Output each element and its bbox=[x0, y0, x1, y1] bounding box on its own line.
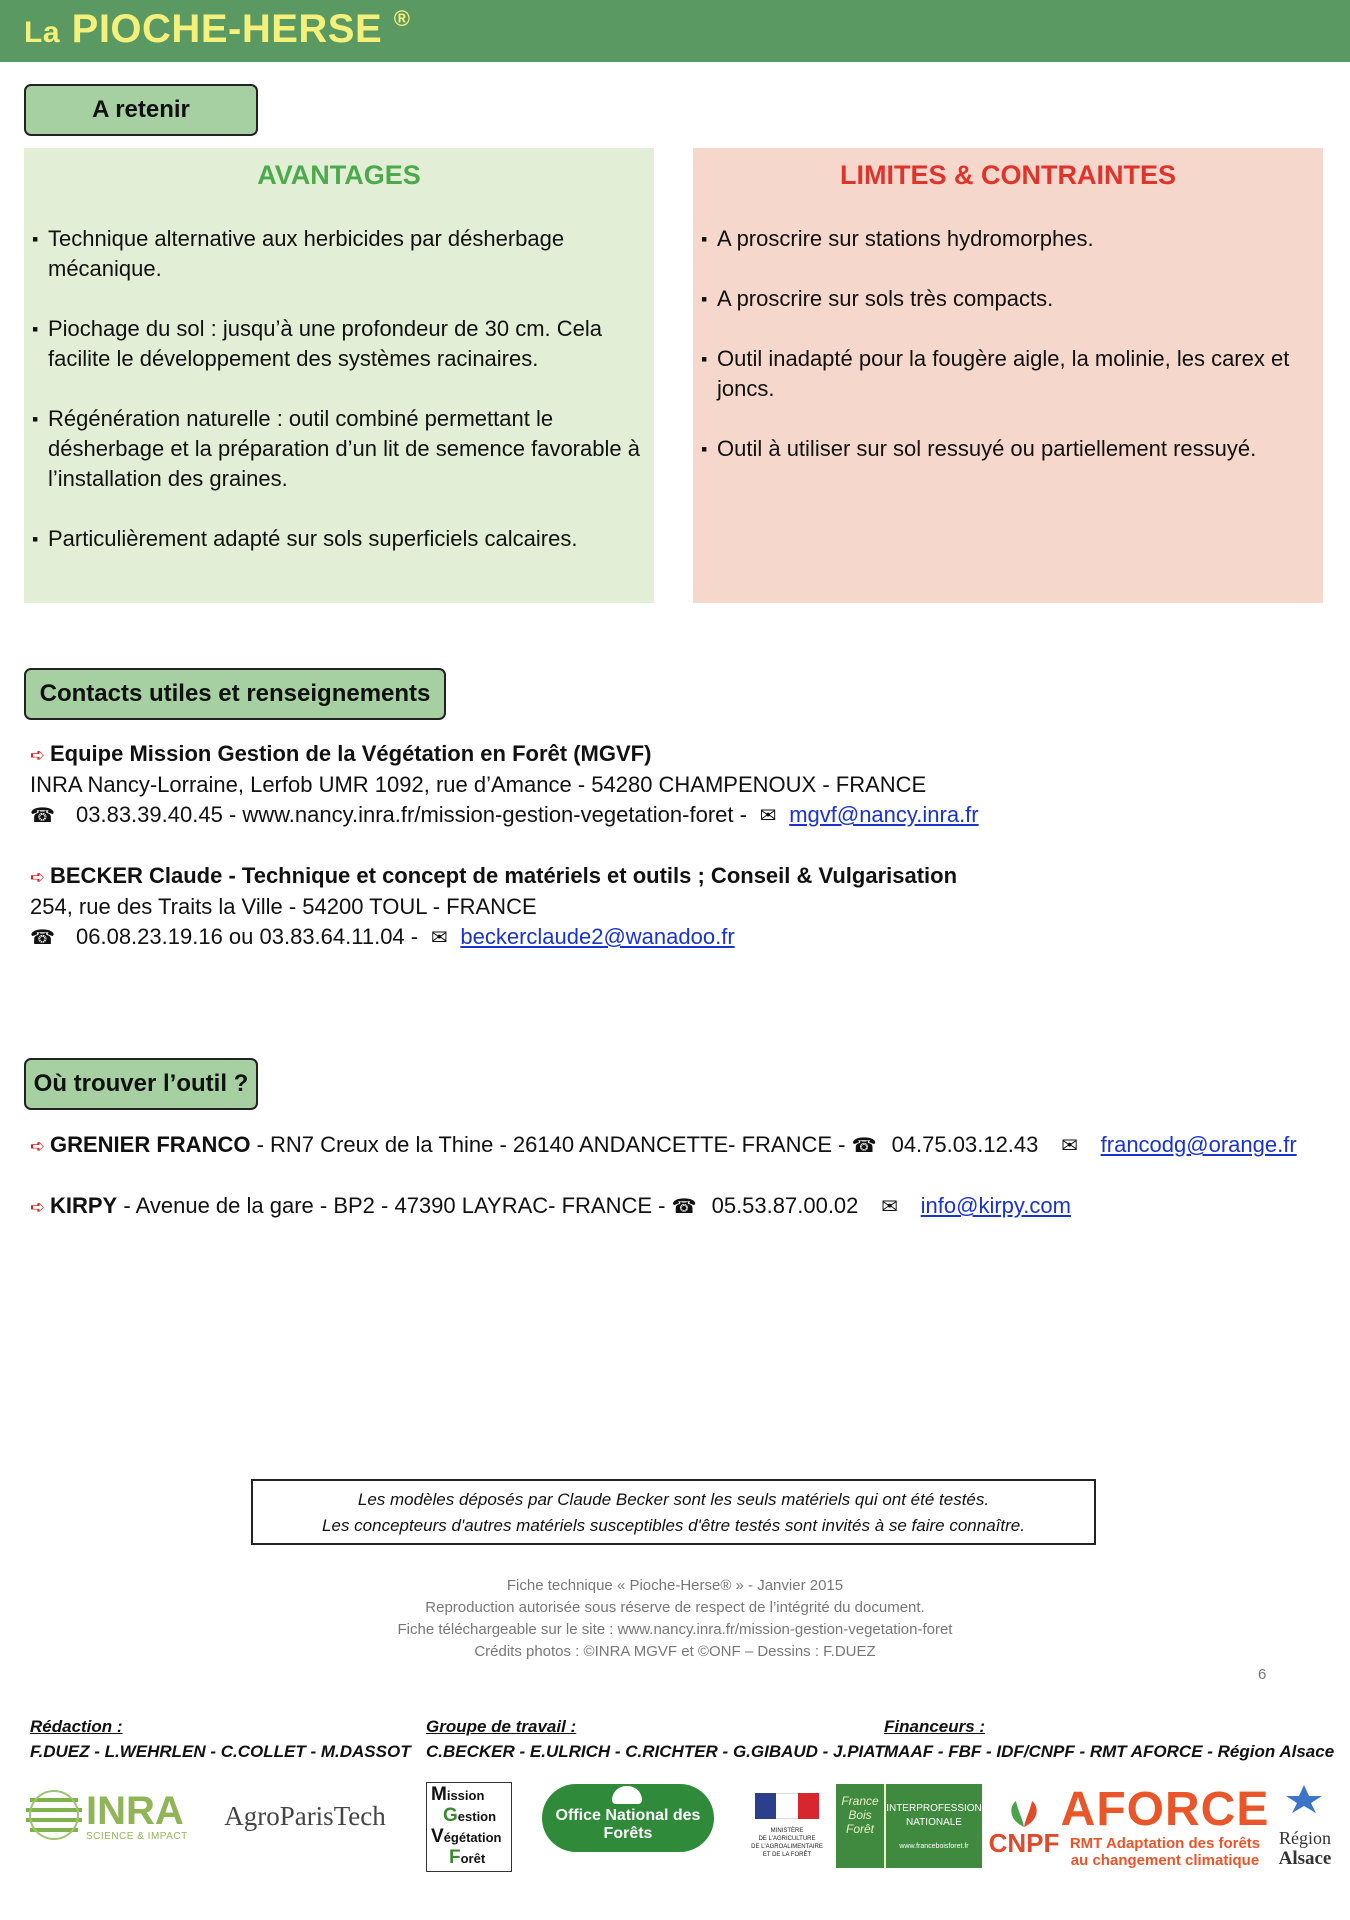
footer-line: Crédits photos : ©INRA MGVF et ©ONF – Dessins : F.DUEZ bbox=[474, 1643, 876, 1660]
mgvf-word: égétation bbox=[443, 1830, 502, 1845]
mail-icon: ✉ bbox=[1061, 1135, 1078, 1157]
supplier-kirpy bbox=[30, 1191, 1071, 1222]
list-item: ▪ Particulièrement adapté sur sols superficiels calcaires. bbox=[32, 524, 640, 554]
fbf-line: INTERPROFESSION bbox=[886, 1803, 982, 1814]
mail-icon: ✉ bbox=[759, 805, 777, 827]
mail-icon: ✉ bbox=[881, 1196, 898, 1218]
footer-note bbox=[0, 1575, 1350, 1663]
title-main: PIOCHE-HERSE bbox=[71, 7, 383, 51]
mgvf-word: estion bbox=[457, 1809, 497, 1824]
arrow-icon: ➪ bbox=[30, 1197, 46, 1217]
section-tag-ou-trouver: Où trouver l’outil ? bbox=[24, 1058, 258, 1110]
mgvf-word: orêt bbox=[460, 1851, 486, 1866]
supplier-address: - Avenue de la gare - BP2 - 47390 LAYRAC- FRANCE - bbox=[117, 1193, 672, 1218]
aforce-line: au changement climatique bbox=[1070, 1852, 1260, 1869]
aforce-name: AFORCE bbox=[1060, 1783, 1270, 1836]
credits-names: C.BECKER - E.ULRICH - C.RICHTER - G.GIBAUD - J.PIAT bbox=[426, 1742, 885, 1761]
agroparistech-name: AgroParisTech bbox=[224, 1800, 386, 1831]
notice-box bbox=[251, 1479, 1096, 1545]
alsace-line: Région bbox=[1279, 1828, 1331, 1848]
title-prefix: La bbox=[24, 16, 61, 49]
agroparistech-logo bbox=[218, 1796, 392, 1836]
mgvf-word: ission bbox=[446, 1788, 485, 1803]
registered-mark: ® bbox=[393, 6, 411, 31]
notice-line: Les concepteurs d'autres matériels susceptibles d'être testés sont invités à se faire connaître. bbox=[322, 1516, 1025, 1535]
arrow-icon: ➪ bbox=[30, 867, 46, 887]
email-link-grenier[interactable]: francodg@orange.fr bbox=[1100, 1132, 1297, 1157]
footer-line: Reproduction autorisée sous réserve de respect de l’intégrité du document. bbox=[425, 1599, 925, 1616]
fbf-name: France Bois Forêt bbox=[841, 1794, 879, 1836]
list-item: ▪ Technique alternative aux herbicides par désherbage mécanique. bbox=[32, 224, 640, 284]
supplier-phone: 05.53.87.00.02 bbox=[711, 1193, 859, 1218]
section-tag-contacts: Contacts utiles et renseignements bbox=[24, 668, 446, 720]
ministere-line: DE L'AGROALIMENTAIRE bbox=[751, 1844, 823, 1850]
ministere-line: ET DE LA FORÊT bbox=[762, 1852, 812, 1858]
mgvf-logo: Mission Gestion Végétation Forêt bbox=[426, 1782, 512, 1872]
inra-logo bbox=[24, 1782, 189, 1850]
fbf-line: NATIONALE bbox=[906, 1817, 962, 1828]
region-alsace-logo bbox=[1268, 1784, 1342, 1870]
inra-name: INRA bbox=[86, 1788, 184, 1833]
cnpf-name: CNPF bbox=[988, 1828, 1060, 1858]
ministere-logo bbox=[742, 1782, 832, 1870]
notice-line: Les modèles déposés par Claude Becker sont les seuls matériels qui ont été testés. bbox=[357, 1490, 990, 1509]
contact-name: BECKER Claude bbox=[50, 863, 223, 888]
email-link-becker[interactable]: beckerclaude2@wanadoo.fr bbox=[460, 924, 735, 949]
limites-box bbox=[693, 148, 1323, 603]
fbf-logo bbox=[836, 1784, 982, 1868]
arrow-icon: ➪ bbox=[30, 1136, 46, 1156]
phone-icon: ☎ bbox=[30, 805, 55, 827]
cnpf-logo bbox=[990, 1788, 1058, 1866]
email-link-mgvf[interactable]: mgvf@nancy.inra.fr bbox=[789, 802, 979, 827]
phone-icon: ☎ bbox=[30, 927, 55, 949]
mail-icon: ✉ bbox=[430, 927, 448, 949]
supplier-address: - RN7 Creux de la Thine - 26140 ANDANCETTE- FRANCE - bbox=[250, 1132, 852, 1157]
contact-role: - Technique et concept de matériels et outils ; Conseil & Vulgarisation bbox=[222, 863, 958, 888]
ministere-line: DE L'AGRICULTURE bbox=[758, 1836, 816, 1842]
credits-groupe bbox=[426, 1714, 885, 1764]
supplier-name: GRENIER FRANCO bbox=[50, 1132, 251, 1157]
contact-address: 254, rue des Traits la Ville - 54200 TOUL - FRANCE bbox=[30, 894, 537, 919]
supplier-grenier bbox=[30, 1130, 1297, 1161]
cnpf-leaf-icon bbox=[1002, 1797, 1046, 1829]
avantages-title: AVANTAGES bbox=[257, 160, 421, 190]
email-link-kirpy[interactable]: info@kirpy.com bbox=[920, 1193, 1071, 1218]
ministere-line: MINISTÈRE bbox=[770, 1828, 804, 1834]
list-item: ▪ A proscrire sur stations hydromorphes. bbox=[701, 224, 1309, 254]
contact-mgvf bbox=[30, 739, 979, 831]
list-item: ▪ Régénération naturelle : outil combiné permettant le désherbage et la préparation d’un lit de semence favorable à l’installation des graines. bbox=[32, 404, 640, 494]
inra-emblem-icon bbox=[24, 1786, 84, 1846]
list-item: ▪ A proscrire sur sols très compacts. bbox=[701, 284, 1309, 314]
alsace-line: Alsace bbox=[1278, 1848, 1332, 1869]
avantages-box bbox=[24, 148, 654, 603]
onf-name: Office National des Forêts bbox=[555, 1807, 701, 1842]
aforce-logo bbox=[1060, 1783, 1270, 1870]
contact-phone: 03.83.39.40.45 - www.nancy.inra.fr/mission-gestion-vegetation-foret - bbox=[76, 802, 747, 827]
credits-label: Groupe de travail : bbox=[426, 1717, 577, 1736]
contact-phone: 06.08.23.19.16 ou 03.83.64.11.04 - bbox=[76, 924, 419, 949]
aforce-line: RMT Adaptation des forêts bbox=[1069, 1835, 1261, 1852]
credits-names: F.DUEZ - L.WEHRLEN - C.COLLET - M.DASSOT bbox=[30, 1742, 411, 1761]
supplier-name: KIRPY bbox=[50, 1193, 118, 1218]
french-flag-icon bbox=[755, 1793, 819, 1819]
inra-tagline: SCIENCE & IMPACT bbox=[86, 1830, 188, 1842]
section-tag-a-retenir: A retenir bbox=[24, 84, 258, 136]
list-item: ▪ Outil à utiliser sur sol ressuyé ou partiellement ressuyé. bbox=[701, 434, 1309, 464]
credits-financeurs bbox=[884, 1714, 1334, 1764]
alsace-star-icon bbox=[1282, 1784, 1326, 1814]
credits-label: Financeurs : bbox=[884, 1717, 986, 1736]
credits-label: Rédaction : bbox=[30, 1717, 123, 1736]
phone-icon: ☎ bbox=[851, 1135, 877, 1157]
supplier-phone: 04.75.03.12.43 bbox=[891, 1132, 1039, 1157]
avantages-list bbox=[32, 224, 640, 584]
list-item: ▪ Outil inadapté pour la fougère aigle, la molinie, les carex et joncs. bbox=[701, 344, 1309, 404]
phone-icon: ☎ bbox=[671, 1196, 697, 1218]
arrow-icon: ➪ bbox=[30, 745, 46, 765]
credits-names: MAAF - FBF - IDF/CNPF - RMT AFORCE - Région Alsace bbox=[884, 1742, 1335, 1761]
fbf-url: www.franceboisforet.fr bbox=[899, 1843, 969, 1850]
footer-line: Fiche téléchargeable sur le site : www.nancy.inra.fr/mission-gestion-vegetation-foret bbox=[397, 1621, 953, 1638]
contact-name: Equipe Mission Gestion de la Végétation en Forêt (MGVF) bbox=[50, 741, 652, 766]
credits-redaction bbox=[30, 1714, 411, 1764]
limites-list bbox=[701, 224, 1309, 494]
page-title bbox=[24, 6, 410, 52]
footer-line: Fiche technique « Pioche-Herse® » - Janvier 2015 bbox=[506, 1577, 844, 1594]
contact-address: INRA Nancy-Lorraine, Lerfob UMR 1092, rue d’Amance - 54280 CHAMPENOUX - FRANCE bbox=[30, 772, 927, 797]
contact-becker bbox=[30, 861, 957, 953]
page-number: 6 bbox=[1258, 1666, 1267, 1683]
list-item: ▪ Piochage du sol : jusqu’à une profondeur de 30 cm. Cela facilite le développement des systèmes racinaires. bbox=[32, 314, 640, 374]
header-banner bbox=[0, 0, 1350, 62]
limites-title: LIMITES & CONTRAINTES bbox=[840, 160, 1176, 190]
